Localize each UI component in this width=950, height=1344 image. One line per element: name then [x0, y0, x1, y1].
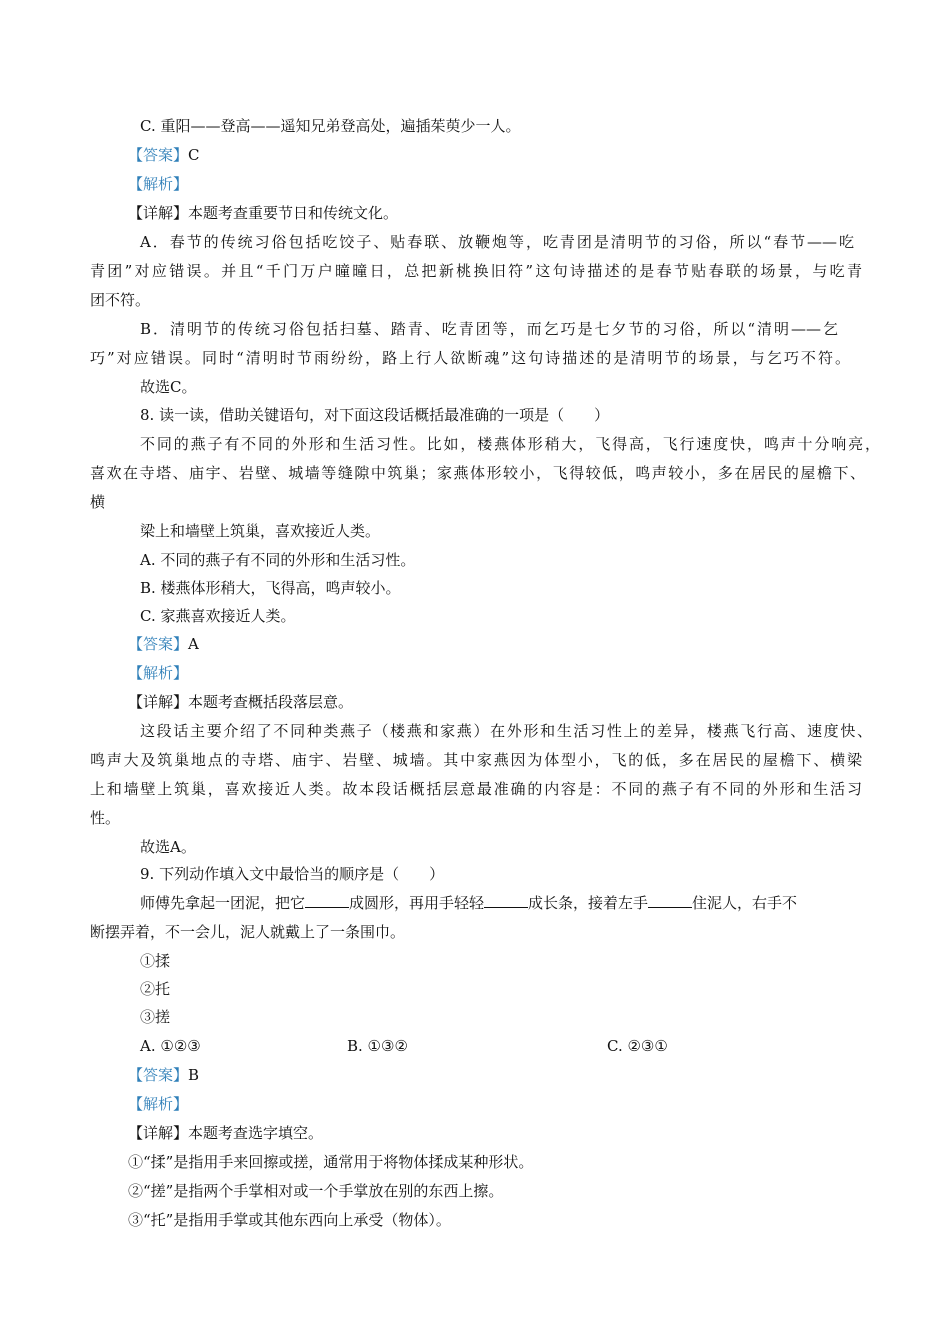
q8-option-c: C. 家燕喜欢接近人类。: [140, 607, 296, 625]
q9-option-c: C. ②③①: [607, 1037, 668, 1055]
q7-explanation-b-line2: 巧”对应错误。同时“清明时节雨纷纷，路上行人欲断魂”这句诗描述的是清明节的场景，与乞巧不符。: [90, 349, 850, 367]
q9-detail: 【详解】本题考查选字填空。: [128, 1124, 324, 1142]
q8-passage-line1: 不同的燕子有不同的外形和生活习性。比如，楼燕体形稍大，飞得高，飞行速度快，鸣声十分响亮，: [140, 435, 880, 453]
q9-explanation-2: ②“搓”是指两个手掌相对或一个手掌放在别的东西上擦。: [128, 1182, 504, 1200]
q7-explanation-a-line1: A．春节的传统习俗包括吃饺子、贴春联、放鞭炮等，吃青团是清明节的习俗，所以“春节——吃: [140, 233, 854, 251]
q8-explanation-line2: 鸣声大及筑巢地点的寺塔、庙宇、岩壁、城墙。其中家燕因为体型小，飞的低，多在居民的屋檐下、横梁: [90, 751, 862, 769]
q9-answer: [128, 1065, 199, 1085]
answer-tag: 【答案】: [128, 1066, 189, 1084]
passage-part: 住泥人，右手不: [692, 894, 798, 912]
q8-detail: 【详解】本题考查概括段落层意。: [128, 693, 354, 711]
fill-blank: [648, 893, 692, 908]
passage-part: 成长条，接着左手: [528, 894, 649, 912]
q8-explanation-line1: 这段话主要介绍了不同种类燕子（楼燕和家燕）在外形和生活习性上的差异，楼燕飞行高、速度快、: [140, 722, 872, 740]
q7-analysis-tag: 【解析】: [128, 175, 189, 193]
q9-explanation-1: ①“揉”是指用手来回擦或搓，通常用于将物体揉成某种形状。: [128, 1153, 534, 1171]
passage-part: 师傅先拿起一团泥，把它: [140, 894, 306, 912]
q9-explanation-3: ③“托”是指用手掌或其他东西向上承受（物体）。: [128, 1211, 451, 1229]
q9-option-a: A. ①②③: [140, 1037, 201, 1055]
q9-item-2: ②托: [140, 980, 171, 998]
q8-explanation-line4: 性。: [90, 809, 121, 827]
answer-tag: 【答案】: [128, 146, 189, 164]
q7-detail: 【详解】本题考查重要节日和传统文化。: [128, 204, 399, 222]
answer-value: A: [188, 635, 199, 653]
q7-answer: [128, 145, 200, 165]
q9-option-b: B. ①③②: [347, 1037, 408, 1055]
q8-question: 8. 读一读，借助关键语句，对下面这段话概括最准确的一项是（ ）: [140, 406, 610, 424]
q7-explanation-a-line3: 团不符。: [90, 291, 151, 309]
answer-tag: 【答案】: [128, 635, 189, 653]
q8-passage-line2: 喜欢在寺塔、庙宇、岩壁、城墙等缝隙中筑巢；家燕体形较小，飞得较低，鸣声较小，多在居民的屋檐下、: [90, 464, 865, 482]
q7-explanation-a-line2: 青团”对应错误。并且“千门万户曈曈日，总把新桃换旧符”这句诗描述的是春节贴春联的场景，与吃青: [90, 262, 862, 280]
q9-analysis-tag: 【解析】: [128, 1095, 189, 1113]
q9-item-3: ③搓: [140, 1008, 171, 1026]
q7-conclusion: 故选C。: [140, 378, 197, 396]
fill-blank: [484, 893, 528, 908]
q8-explanation-line3: 上和墙壁上筑巢，喜欢接近人类。故本段话概括层意最准确的内容是：不同的燕子有不同的外形和生活习: [90, 780, 862, 798]
q8-answer: [128, 634, 199, 654]
q8-analysis-tag: 【解析】: [128, 664, 189, 682]
q8-option-a: A. 不同的燕子有不同的外形和生活习性。: [140, 551, 416, 569]
q8-passage-line3: 横: [90, 493, 106, 511]
q8-passage-line4: 梁上和墙壁上筑巢，喜欢接近人类。: [140, 522, 381, 540]
q8-conclusion: 故选A。: [140, 838, 196, 856]
answer-value: C: [188, 146, 200, 164]
fill-blank: [305, 893, 349, 908]
answer-value: B: [188, 1066, 200, 1084]
q9-passage-line1: [140, 893, 797, 913]
q8-option-b: B. 楼燕体形稍大，飞得高，鸣声较小。: [140, 579, 401, 597]
q7-explanation-b-line1: B．清明节的传统习俗包括扫墓、踏青、吃青团等，而乞巧是七夕节的习俗，所以“清明——乞: [140, 320, 838, 338]
passage-part: 成圆形，再用手轻轻: [349, 894, 485, 912]
q9-item-1: ①揉: [140, 952, 171, 970]
q9-passage-line2: 断摆弄着，不一会儿，泥人就戴上了一条围巾。: [90, 923, 406, 941]
q7-option-c: C. 重阳——登高——遥知兄弟登高处，遍插茱萸少一人。: [140, 117, 521, 135]
q9-question: 9. 下列动作填入文中最恰当的顺序是（ ）: [140, 865, 445, 883]
